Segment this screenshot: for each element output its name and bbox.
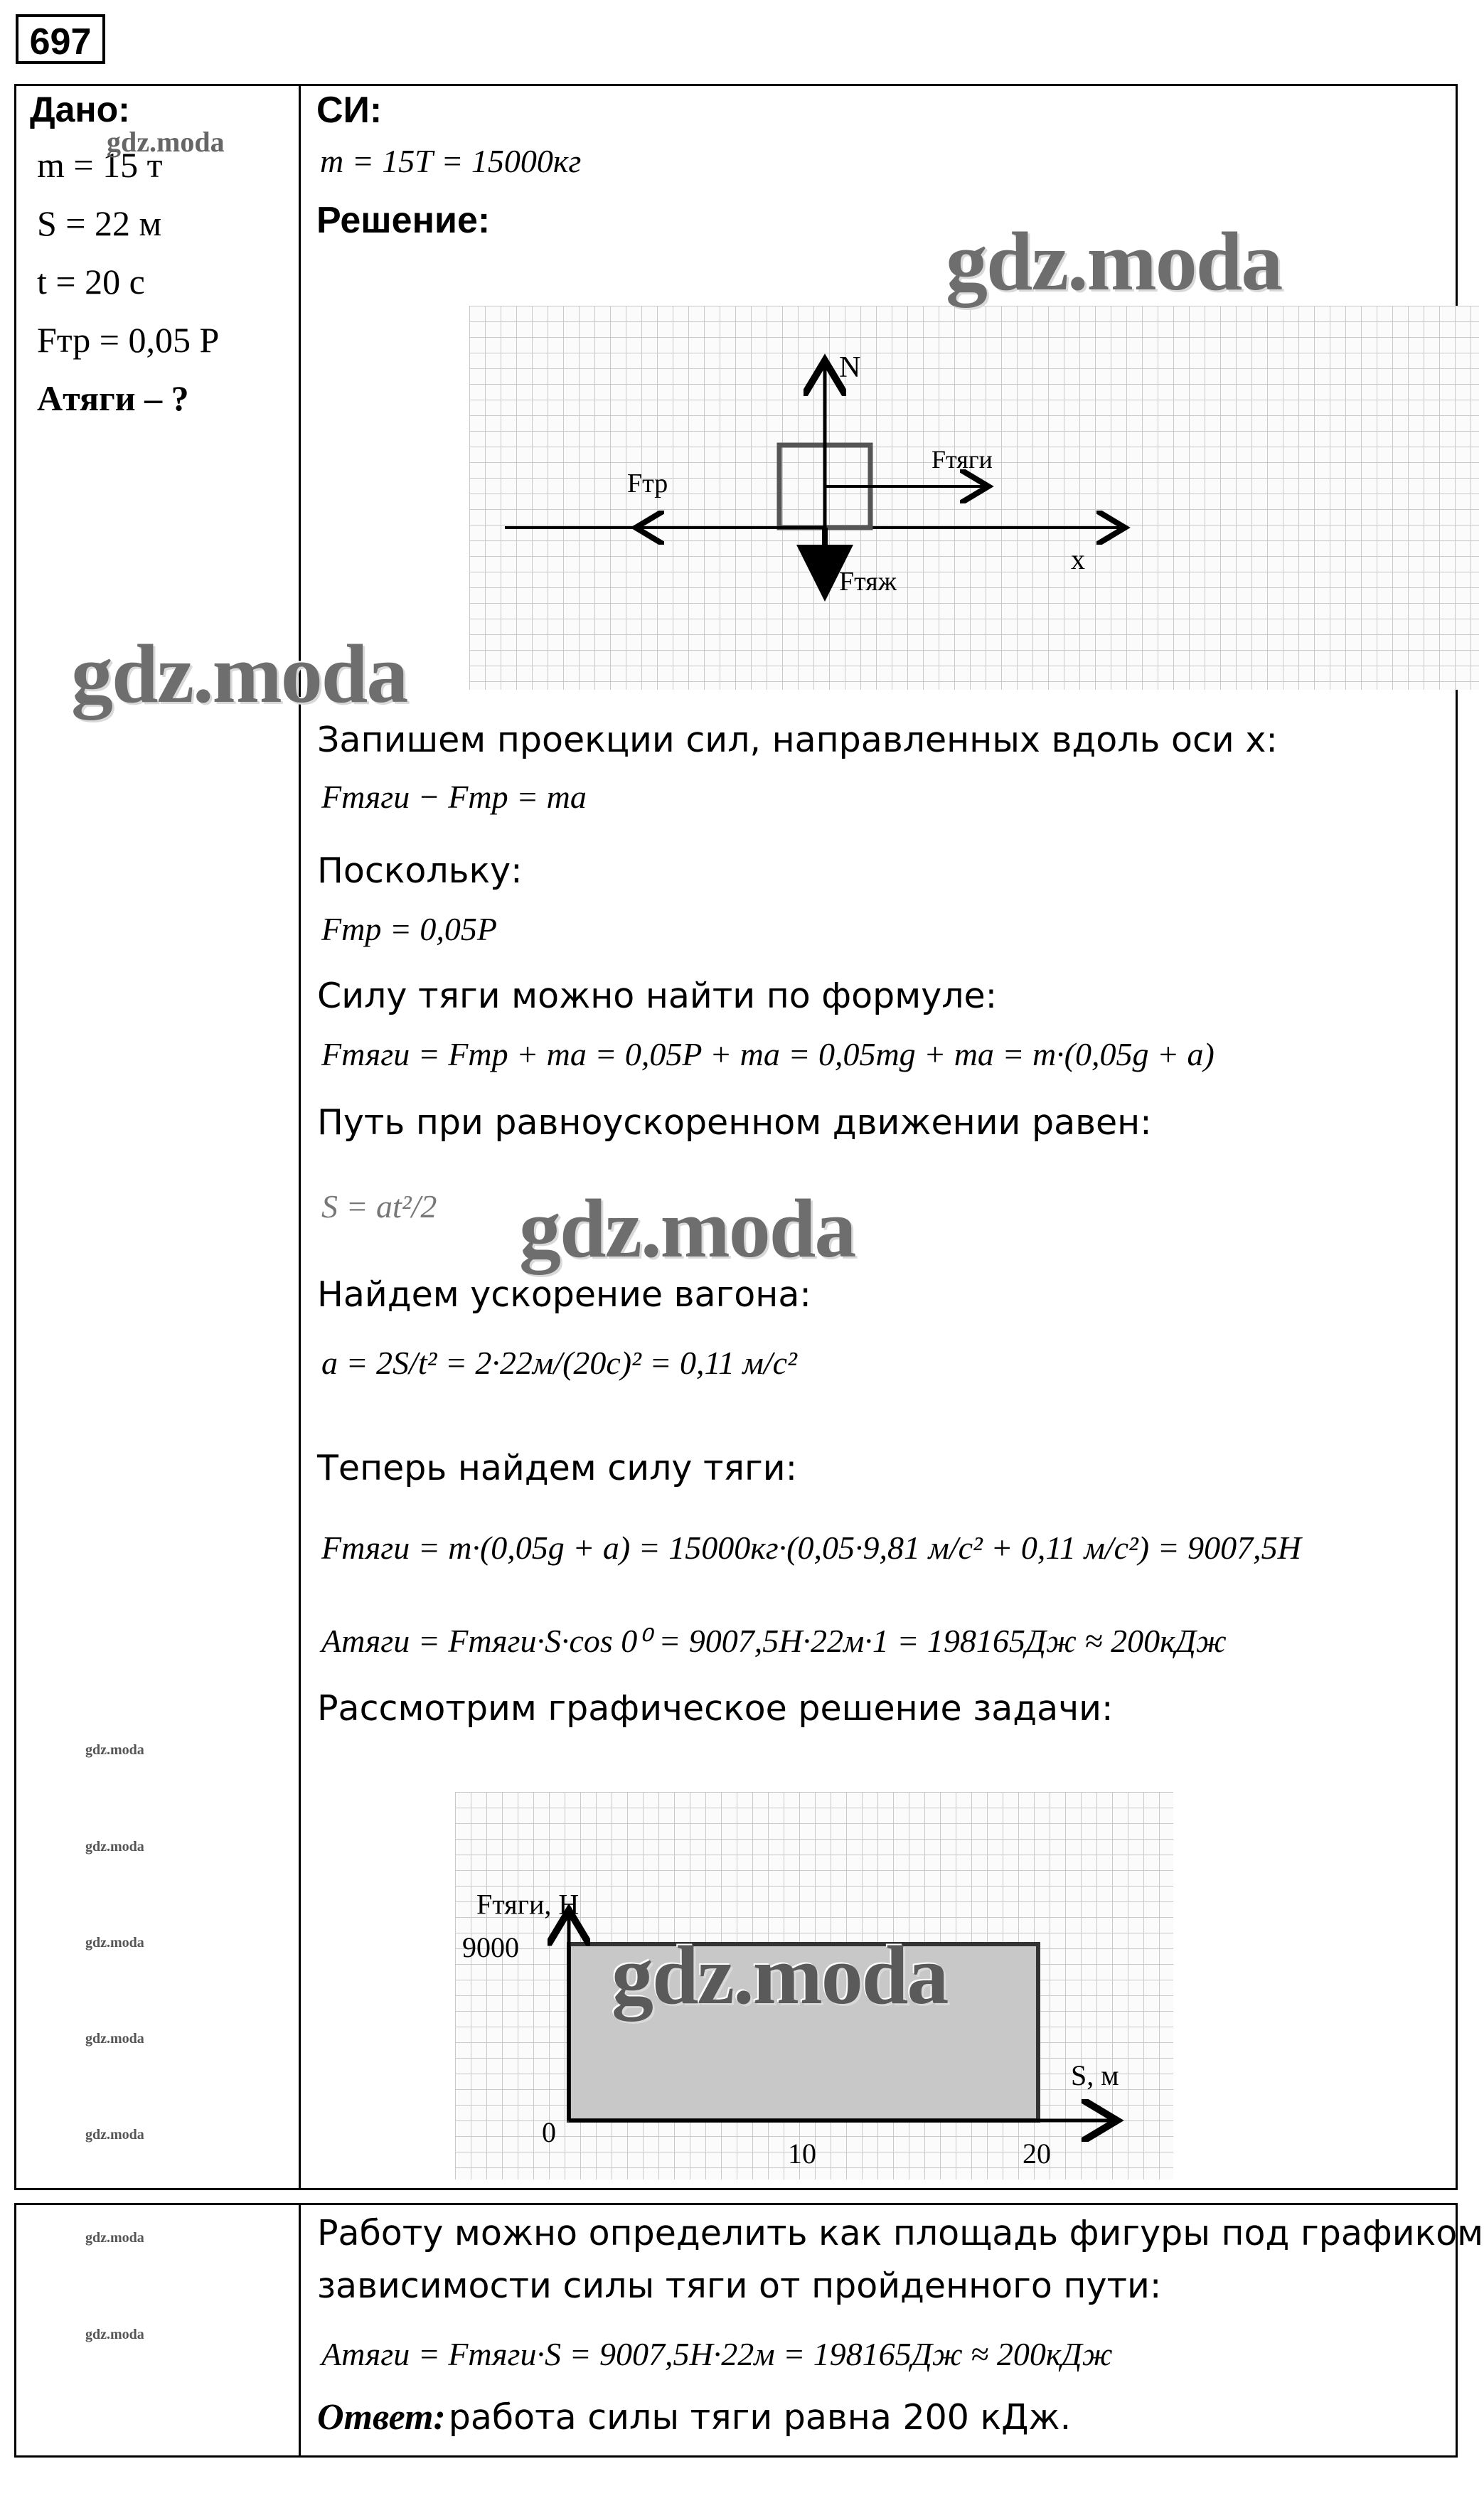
graph-y-label: Fтяги, Н (476, 1888, 580, 1921)
step-text-2: Поскольку: (317, 850, 523, 891)
watermark-small-4: gdz.moda (85, 2031, 144, 2047)
watermark-top: gdz.moda (946, 215, 1282, 308)
bottom-text-1: Работу можно определить как площадь фигуры под графиком (317, 2213, 1484, 2253)
y-tick-9000: 9000 (462, 1931, 519, 1963)
graph-x-label: S, м (1071, 2059, 1119, 2091)
step-formula-3: Fтяги = Fтр + ma = 0,05P + ma = 0,05mg + ma = m·(0,05g + a) (321, 1036, 1215, 1072)
label-F-thrust: Fтяги (931, 445, 993, 474)
force-diagram (469, 306, 1479, 690)
given-friction: Fтр = 0,05 P (37, 320, 220, 360)
main-divider (299, 84, 301, 2190)
x-tick-0: 0 (542, 2116, 556, 2148)
label-N: N (839, 351, 861, 384)
step-formula-5: a = 2S/t² = 2·22м/(20с)² = 0,11 м/с² (321, 1345, 797, 1381)
label-F-gravity: Fтяж (839, 567, 897, 597)
given-time: t = 20 с (37, 262, 145, 302)
answer-line (317, 2396, 1071, 2438)
watermark-small-6: gdz.moda (85, 2230, 144, 2246)
given-label: Дано: (30, 90, 130, 129)
watermark-small-3: gdz.moda (85, 1935, 144, 1951)
watermark-given: gdz.moda (107, 126, 225, 158)
step-formula-4: S = at²/2 (321, 1188, 437, 1225)
step-formula-6: Fтяги = m·(0,05g + a) = 15000кг·(0,05·9,81 м/с² + 0,11 м/с²) = 9007,5Н (321, 1530, 1301, 1566)
watermark-graph: gdz.moda (612, 1928, 948, 2022)
watermark-small-1: gdz.moda (85, 1742, 144, 1758)
bottom-text-2: зависимости силы тяги от пройденного пути: (317, 2266, 1162, 2306)
bottom-divider (299, 2203, 301, 2458)
answer-text: работа силы тяги равна 200 кДж. (448, 2397, 1072, 2438)
x-tick-10: 10 (788, 2138, 816, 2170)
problem-number: 697 (16, 14, 105, 64)
step-formula-1: Fтяги − Fтр = ma (321, 779, 587, 815)
si-conversion: m = 15Т = 15000кг (320, 143, 582, 179)
watermark-middle: gdz.moda (519, 1182, 855, 1275)
given-unknown: Aтяги – ? (37, 378, 189, 418)
si-label: СИ: (316, 90, 383, 131)
answer-label: Ответ: (317, 2397, 446, 2438)
watermark-small-7: gdz.moda (85, 2327, 144, 2342)
step-formula-2: Fтр = 0,05P (321, 911, 497, 947)
bottom-formula: Aтяги = Fтяги·S = 9007,5Н·22м = 198165Дж ≈ 200кДж (321, 2336, 1113, 2372)
step-text-1: Запишем проекции сил, направленных вдоль оси x: (317, 720, 1278, 760)
label-x: x (1071, 543, 1085, 575)
watermark-small-2: gdz.moda (85, 1839, 144, 1855)
step-text-3: Силу тяги можно найти по формуле: (317, 976, 998, 1016)
step-text-5: Найдем ускорение вагона: (317, 1274, 811, 1315)
label-F-friction: Fтр (627, 469, 668, 498)
x-tick-20: 20 (1023, 2138, 1051, 2170)
watermark-small-5: gdz.moda (85, 2127, 144, 2143)
step-text-7: Рассмотрим графическое решение задачи: (317, 1688, 1114, 1729)
watermark-left: gdz.moda (71, 627, 407, 720)
given-distance: S = 22 м (37, 203, 162, 243)
step-text-6: Теперь найдем силу тяги: (317, 1448, 798, 1488)
given-mass: m = 15 т (37, 145, 163, 185)
step-text-4: Путь при равноускоренном движении равен: (317, 1102, 1152, 1143)
step-formula-7: Aтяги = Fтяги·S·cos 0⁰ = 9007,5Н·22м·1 = 198165Дж ≈ 200кДж (321, 1623, 1227, 1659)
solution-label: Решение: (316, 200, 491, 241)
